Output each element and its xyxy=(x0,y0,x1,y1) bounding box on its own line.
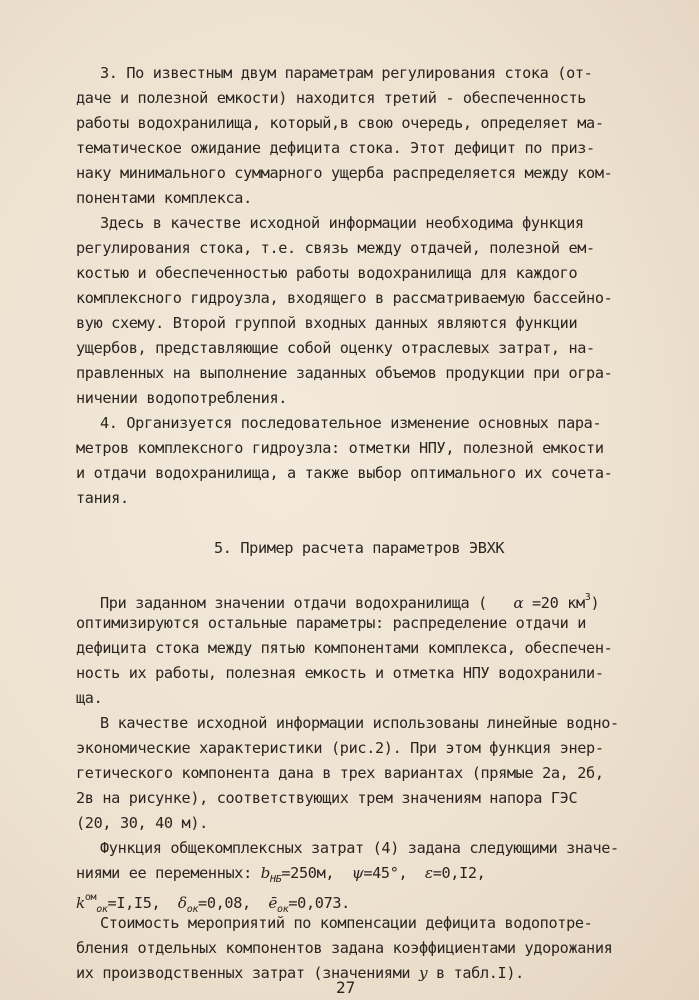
b-value: =250м, xyxy=(281,864,335,882)
source-line-5: (20, 30, 40 м). xyxy=(76,814,208,832)
example-line-1 xyxy=(100,588,599,613)
para3-line-1: 3. По известным двум параметрам регулирования стока (от- xyxy=(100,64,593,82)
c-subscript: ок xyxy=(277,904,289,915)
para4-line-3: и отдачи водохранилища, а также выбор оптимального их сочета- xyxy=(76,464,613,482)
para3-line-2: даче и полезной емкости) находится третий - обеспеченность xyxy=(76,89,587,107)
costs-line-2 xyxy=(76,863,485,890)
info-line-1: Здесь в качестве исходной информации необходима функция xyxy=(100,214,584,232)
info-line-2: регулирования стока, т.е. связь между отдачей, полезной ем- xyxy=(76,239,595,257)
y-symbol: y xyxy=(418,964,428,982)
para4-line-4: тания. xyxy=(76,489,129,507)
info-line-8: ничении водопотребления. xyxy=(76,389,288,407)
info-line-3: костью и обеспеченностью работы водохранилища для каждого xyxy=(76,264,578,282)
example-line-1-close: ) xyxy=(590,594,600,612)
para3-line-4: тематическое ожидание дефицита стока. Этот дефицит по приз- xyxy=(76,139,595,157)
source-line-1: В качестве исходной информации использованы линейные водно- xyxy=(100,714,619,732)
para3-line-6: понентами комплекса. xyxy=(76,189,252,207)
para3-line-3: работы водохранилища, который,в свою очередь, определяет ма- xyxy=(76,114,604,132)
para4-line-2: метров комплексного гидроузла: отметки НПУ, полезной емкости xyxy=(76,439,604,457)
psi-symbol: ψ xyxy=(351,864,364,882)
b-subscript: НБ xyxy=(270,874,282,885)
measures-line-3-after: в табл.I). xyxy=(427,964,524,982)
example-line-5: ща. xyxy=(76,689,103,707)
delta-value: =0,08, xyxy=(198,894,251,912)
measures-line-1: Стоимость мероприятий по компенсации дефицита водопотре- xyxy=(100,914,593,932)
delta-subscript: ок xyxy=(186,904,199,915)
para3-line-5: наку минимального суммарного ущерба распределяется между ком- xyxy=(76,164,613,182)
page-number: 27 xyxy=(336,978,356,997)
section-heading: 5. Пример расчета параметров ЭВХК xyxy=(214,539,505,557)
source-line-2: экономические характеристики (рис.2). При этом функция энер- xyxy=(76,739,604,757)
info-line-7: правленных на выполнение заданных объемов продукции при огра- xyxy=(76,364,613,382)
example-line-1-before: При заданном значении отдачи водохранилища ( xyxy=(100,594,487,612)
costs-line-2-prefix: ниями ее переменных: xyxy=(76,864,261,882)
example-line-2: оптимизируются остальные параметры: распределение отдачи и xyxy=(76,614,587,632)
example-line-4: ность их работы, полезная емкость и отметка НПУ водохранили- xyxy=(76,664,604,682)
delta-symbol: δ xyxy=(177,894,187,912)
source-line-4: 2в на рисунке), соответствующих трем значениям напора ГЭС xyxy=(76,789,578,807)
k-superscript: ом xyxy=(84,892,97,903)
epsilon-value: =0,I2, xyxy=(432,864,486,882)
info-line-4: комплексного гидроузла, входящего в рассматриваемую бассейно- xyxy=(76,289,613,307)
measures-line-3 xyxy=(76,963,524,983)
c-symbol: ē xyxy=(268,894,278,912)
k-symbol: k xyxy=(76,894,85,912)
k-value: =I,I5, xyxy=(107,894,161,912)
info-line-6: ущербов, представляющие собой оценку отраслевых затрат, на- xyxy=(76,339,595,357)
example-line-1-power: 3 xyxy=(584,592,591,603)
measures-line-3-before: их производственных затрат (значениями xyxy=(76,964,419,982)
alpha-symbol: α xyxy=(513,594,524,612)
example-line-3: дефицита стока между пятью компонентами комплекса, обеспечен- xyxy=(76,639,613,657)
source-line-3: гетического компонента дана в трех вариантах (прямые 2а, 2б, xyxy=(76,764,604,782)
epsilon-symbol: ε xyxy=(424,864,433,882)
info-line-5: вую схему. Второй группой входных данных являются функции xyxy=(76,314,578,332)
example-line-1-value: =20 км xyxy=(532,594,585,612)
measures-line-2: бления отдельных компонентов задана коэффициентами удорожания xyxy=(76,939,613,957)
costs-line-1: Функция общекомплексных затрат (4) задана следующими значе- xyxy=(100,839,619,857)
c-value: =0,073. xyxy=(288,894,350,912)
psi-value: =45°, xyxy=(363,864,408,882)
para4-line-1: 4. Организуется последовательное изменение основных пара- xyxy=(100,414,602,432)
b-symbol: b xyxy=(260,864,271,882)
k-subscript: ок xyxy=(96,904,108,915)
